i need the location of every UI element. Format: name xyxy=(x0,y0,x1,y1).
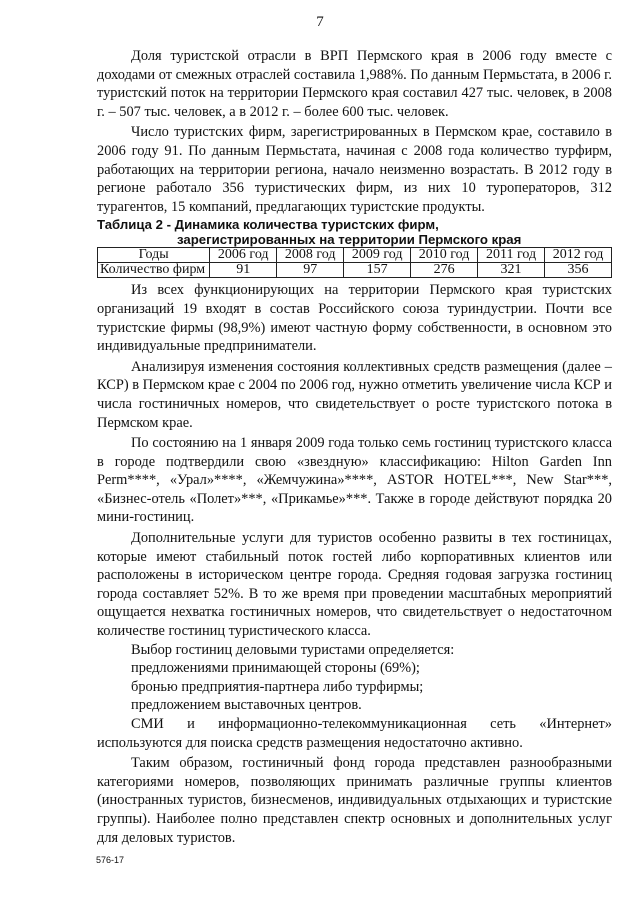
paragraph-organizations: Из всех функционирующих на территории Пермского края туристских организаций 19 входят в состав Российского союза туриндустрии. Почти все туристские фирмы (98,9%) имеют частную форму собственности, в основном это индивидуальные предприниматели. xyxy=(97,282,612,355)
table-cell: 356 xyxy=(545,263,612,278)
table-row-label: Количество фирм xyxy=(98,263,210,278)
table-header-year: 2010 год xyxy=(411,248,478,263)
table-header-row xyxy=(98,248,612,263)
table-caption-line-2: зарегистрированных на территории Пермского края xyxy=(177,232,522,248)
table-cell: 157 xyxy=(344,263,411,278)
table-cell: 276 xyxy=(411,263,478,278)
paragraph-media: СМИ и информационно-телекоммуникационная сеть «Интернет» используются для поиска средств размещения недостаточно активно. xyxy=(97,716,612,751)
paragraph-ksr: Анализируя изменения состояния коллективных средств размещения (далее – КСР) в Пермском крае с 2004 по 2006 год, нужно отметить увеличение числа КСР и числа гостиничных номеров, что свидетельствует о росте туристского потока в Пермском крае. xyxy=(97,358,612,431)
table-header-year: 2006 год xyxy=(210,248,277,263)
table-cell: 321 xyxy=(478,263,545,278)
paragraph-hotels: По состоянию на 1 января 2009 года только семь гостиниц туристского класса в городе подтвердили свою «звездную» классификацию: Hilton Garden Inn Perm****, «Урал»****, «Жемчужина»****, ASTOR HOTEL***, New Star***, «Бизнес-отель «Полет»***, «Прикамье»***. Также в городе действуют порядка 20 мини-гостиниц. xyxy=(97,435,612,526)
table-caption xyxy=(97,217,612,247)
table-row xyxy=(98,263,612,278)
footer-code: 576-17 xyxy=(96,855,125,865)
table-cell: 97 xyxy=(277,263,344,278)
table-cell: 91 xyxy=(210,263,277,278)
document-body xyxy=(97,47,612,847)
paragraph-conclusion: Таким образом, гостиничный фонд города представлен разнообразными категориями номеров, позволяющих принимать различные группы клиентов (иностранных туристов, бизнесменов, индивидуальных отдыхающих и туристские группы). Наиболее полно представлен спектр основных и дополнительных услуг для деловых туристов. xyxy=(97,755,612,846)
page-number: 7 xyxy=(316,14,324,30)
paragraph-tourism-share: Доля туристской отрасли в ВРП Пермского края в 2006 году вместе с доходами от смежных отраслей составила 1,988%. По данным Пермьстата, в 2006 г. туристский поток на территории Пермского края составил 427 тыс. человек, в 2008 г. – 507 тыс. человек, а в 2012 г. – более 600 тыс. человек. xyxy=(97,48,612,120)
list-item: предложением выставочных центров. xyxy=(131,697,362,714)
table-header-year: 2008 год xyxy=(277,248,344,263)
list-item: предложениями принимающей стороны (69%); xyxy=(131,660,420,677)
hotel-choice-list xyxy=(97,659,612,715)
table-header-year: 2012 год xyxy=(545,248,612,263)
paragraph-hotel-choice: Выбор гостиниц деловыми туристами определяется: xyxy=(131,641,455,658)
table-header-year: 2009 год xyxy=(344,248,411,263)
table-header-label: Годы xyxy=(98,248,210,263)
paragraph-firm-count: Число туристских фирм, зарегистрированных в Пермском крае, составило в 2006 году 91. По данным Пермьстата, начиная с 2008 года количество турфирм, работающих на территории региона, начало неизменно возрастать. В 2012 году в регионе работало 356 туристических фирм, из них 10 туроператоров, 312 турагентов, 15 компаний, предлагающих туристские продукты. xyxy=(97,124,612,215)
table-header-year: 2011 год xyxy=(478,248,545,263)
list-item: бронью предприятия-партнера либо турфирмы; xyxy=(131,678,424,695)
firms-dynamics-table xyxy=(97,247,612,278)
paragraph-services: Дополнительные услуги для туристов особенно развиты в тех гостиницах, которые имеют стабильный поток гостей либо корпоративных клиентов или расположены в историческом центре города. Средняя годовая загрузка гостиниц города составляет 52%. В то же время при проведении масштабных мероприятий ощущается нехватка гостиничных номеров, что свидетельствует о недостаточном количестве гостиниц туристического класса. xyxy=(97,530,612,640)
table-caption-line-1: Таблица 2 - Динамика количества туристских фирм, xyxy=(97,217,439,233)
